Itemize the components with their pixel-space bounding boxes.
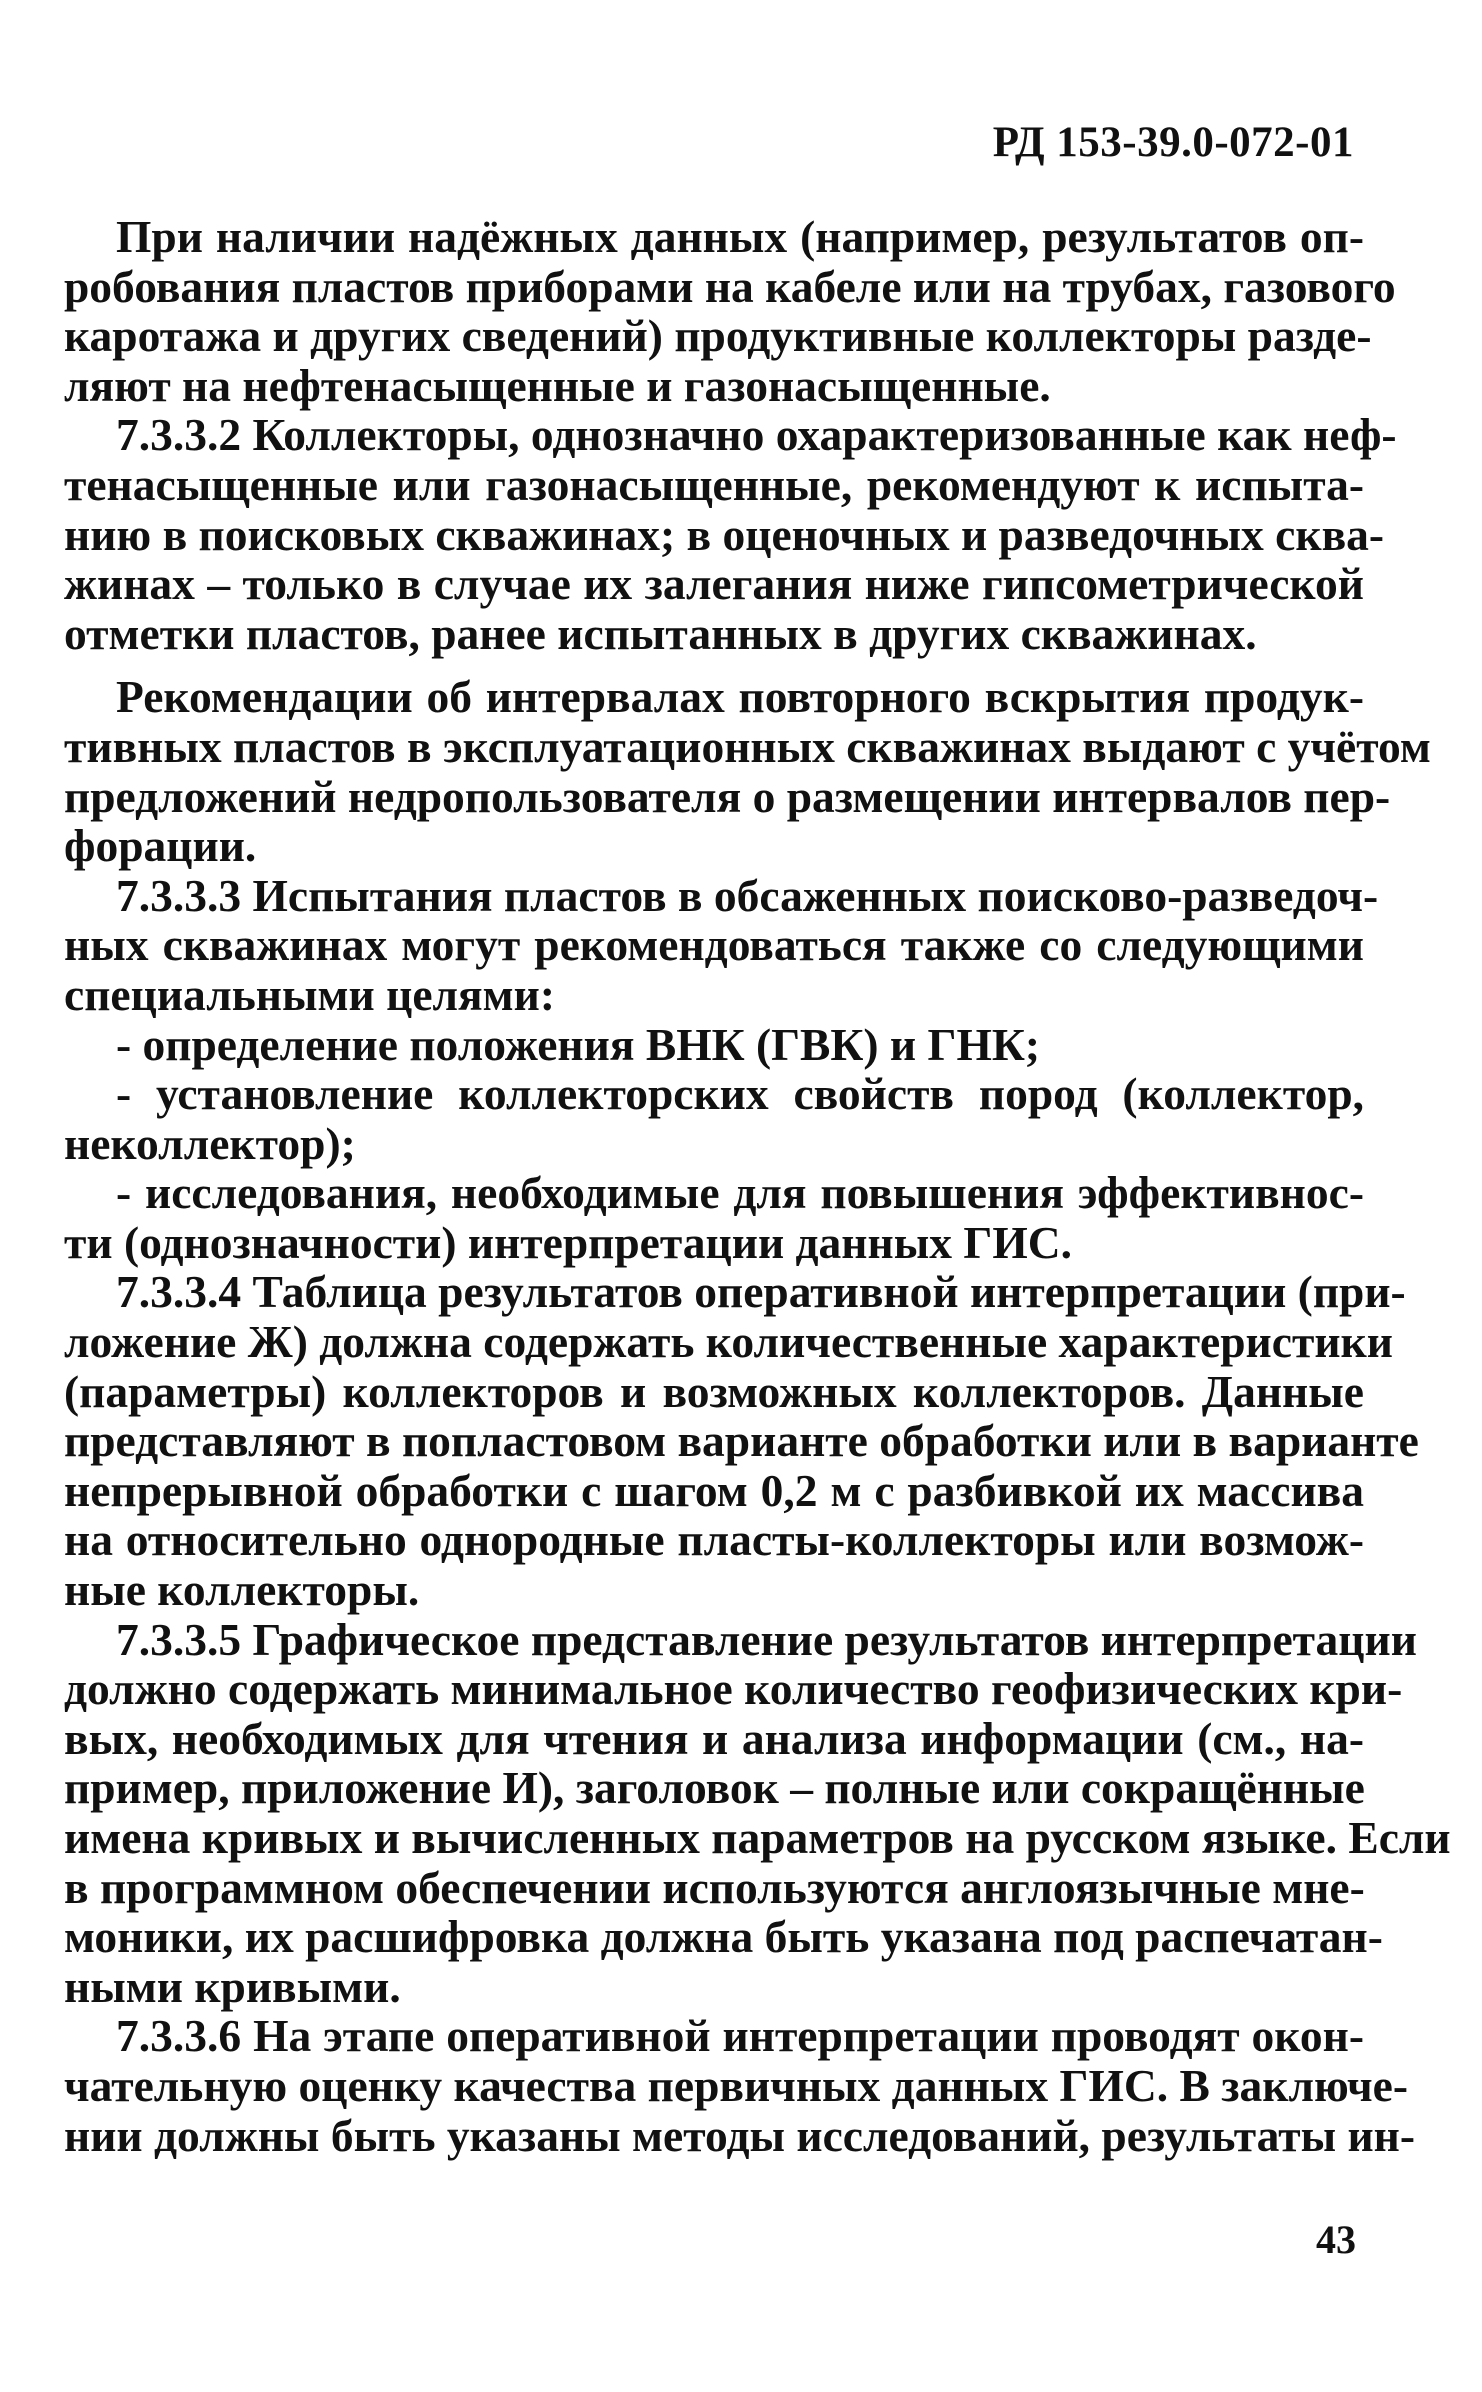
text-line: ляют на нефтенасыщенные и газонасыщенные. bbox=[64, 359, 1051, 411]
paragraph bbox=[64, 1266, 1419, 1616]
text-line: в программном обеспечении используются англоязычные мне- bbox=[64, 1861, 1365, 1913]
paragraph bbox=[64, 1613, 1451, 2012]
paragraph bbox=[64, 211, 1396, 411]
text-line: (параметры) коллекторов и возможных коллекторов. Данные bbox=[64, 1365, 1364, 1417]
text-line: ные коллекторы. bbox=[64, 1564, 420, 1616]
text-line: - определение положения ВНК (ГВК) и ГНК; bbox=[116, 1018, 1040, 1070]
document-code: РД 153-39.0-072-01 bbox=[992, 119, 1354, 166]
text-line: жинах – только в случае их залегания ниже гипсометрической bbox=[64, 558, 1364, 610]
paragraph bbox=[64, 409, 1397, 659]
text-line: 7.3.3.3 Испытания пластов в обсаженных поисково-разведоч- bbox=[116, 869, 1379, 921]
paragraph bbox=[64, 2010, 1416, 2161]
text-line: ложение Ж) должна содержать количественные характеристики bbox=[64, 1316, 1393, 1368]
text-line: 7.3.3.6 На этапе оперативной интерпретации проводят окон- bbox=[116, 2010, 1364, 2062]
text-line: форации. bbox=[64, 820, 257, 872]
text-line: тивных пластов в эксплуатационных скважинах выдают с учётом bbox=[64, 720, 1431, 772]
list-item bbox=[64, 1020, 1364, 1070]
paragraph bbox=[64, 869, 1379, 1020]
text-line: 7.3.3.4 Таблица результатов оперативной интерпретации (при- bbox=[116, 1266, 1406, 1318]
text-line: ных скважинах могут рекомендоваться также со следующими bbox=[64, 919, 1364, 971]
list-item bbox=[64, 1168, 1364, 1267]
text-line: робования пластов приборами на кабеле или на трубах, газового bbox=[64, 260, 1396, 312]
text-line: вых, необходимых для чтения и анализа информации (см., на- bbox=[64, 1712, 1364, 1764]
text-line: - установление коллекторских свойств пород (коллектор, bbox=[116, 1068, 1364, 1120]
text-line: При наличии надёжных данных (например, результатов оп- bbox=[116, 211, 1364, 262]
text-line: каротажа и других сведений) продуктивные коллекторы разде- bbox=[64, 310, 1372, 362]
text-line: представляют в попластовом варианте обработки или в варианте bbox=[64, 1415, 1419, 1467]
text-line: чательную оценку качества первичных данных ГИС. В заключе- bbox=[64, 2059, 1409, 2111]
text-line: Рекомендации об интервалах повторного вскрытия продук- bbox=[116, 671, 1364, 723]
text-line: тенасыщенные или газонасыщенные, рекомендуют к испыта- bbox=[64, 458, 1364, 510]
text-line: нию в поисковых скважинах; в оценочных и разведочных сква- bbox=[64, 508, 1385, 560]
text-line: нии должны быть указаны методы исследований, результаты ин- bbox=[64, 2109, 1416, 2161]
text-line: предложений недропользователя о размещении интервалов пер- bbox=[64, 770, 1391, 822]
page-number: 43 bbox=[1316, 2217, 1356, 2262]
text-line: 7.3.3.5 Графическое представление результатов интерпретации bbox=[116, 1613, 1417, 1665]
body-text bbox=[64, 211, 1451, 2161]
text-line: неколлектор); bbox=[64, 1117, 356, 1169]
text-line: 7.3.3.2 Коллекторы, однозначно охарактеризованные как неф- bbox=[116, 409, 1397, 461]
text-line: специальными целями: bbox=[64, 968, 556, 1020]
text-line: ными кривыми. bbox=[64, 1960, 401, 2012]
text-line: пример, приложение И), заголовок – полные или сокращённые bbox=[64, 1762, 1365, 1814]
text-line: ти (однозначности) интерпретации данных ГИС. bbox=[64, 1216, 1072, 1268]
paragraph bbox=[64, 671, 1431, 872]
text-line: моники, их расшифровка должна быть указана под распечатан- bbox=[64, 1911, 1383, 1963]
text-line: - исследования, необходимые для повышения эффективнос- bbox=[116, 1167, 1364, 1219]
text-line: на относительно однородные пласты-коллекторы или возмож- bbox=[64, 1514, 1364, 1566]
text-line: имена кривых и вычисленных параметров на русском языке. Если bbox=[64, 1812, 1451, 1863]
list-item bbox=[64, 1069, 1364, 1168]
text-line: должно содержать минимальное количество геофизических кри- bbox=[64, 1663, 1403, 1715]
text-line: непрерывной обработки с шагом 0,2 м с разбивкой их массива bbox=[64, 1464, 1364, 1516]
text-line: отметки пластов, ранее испытанных в других скважинах. bbox=[64, 607, 1257, 659]
